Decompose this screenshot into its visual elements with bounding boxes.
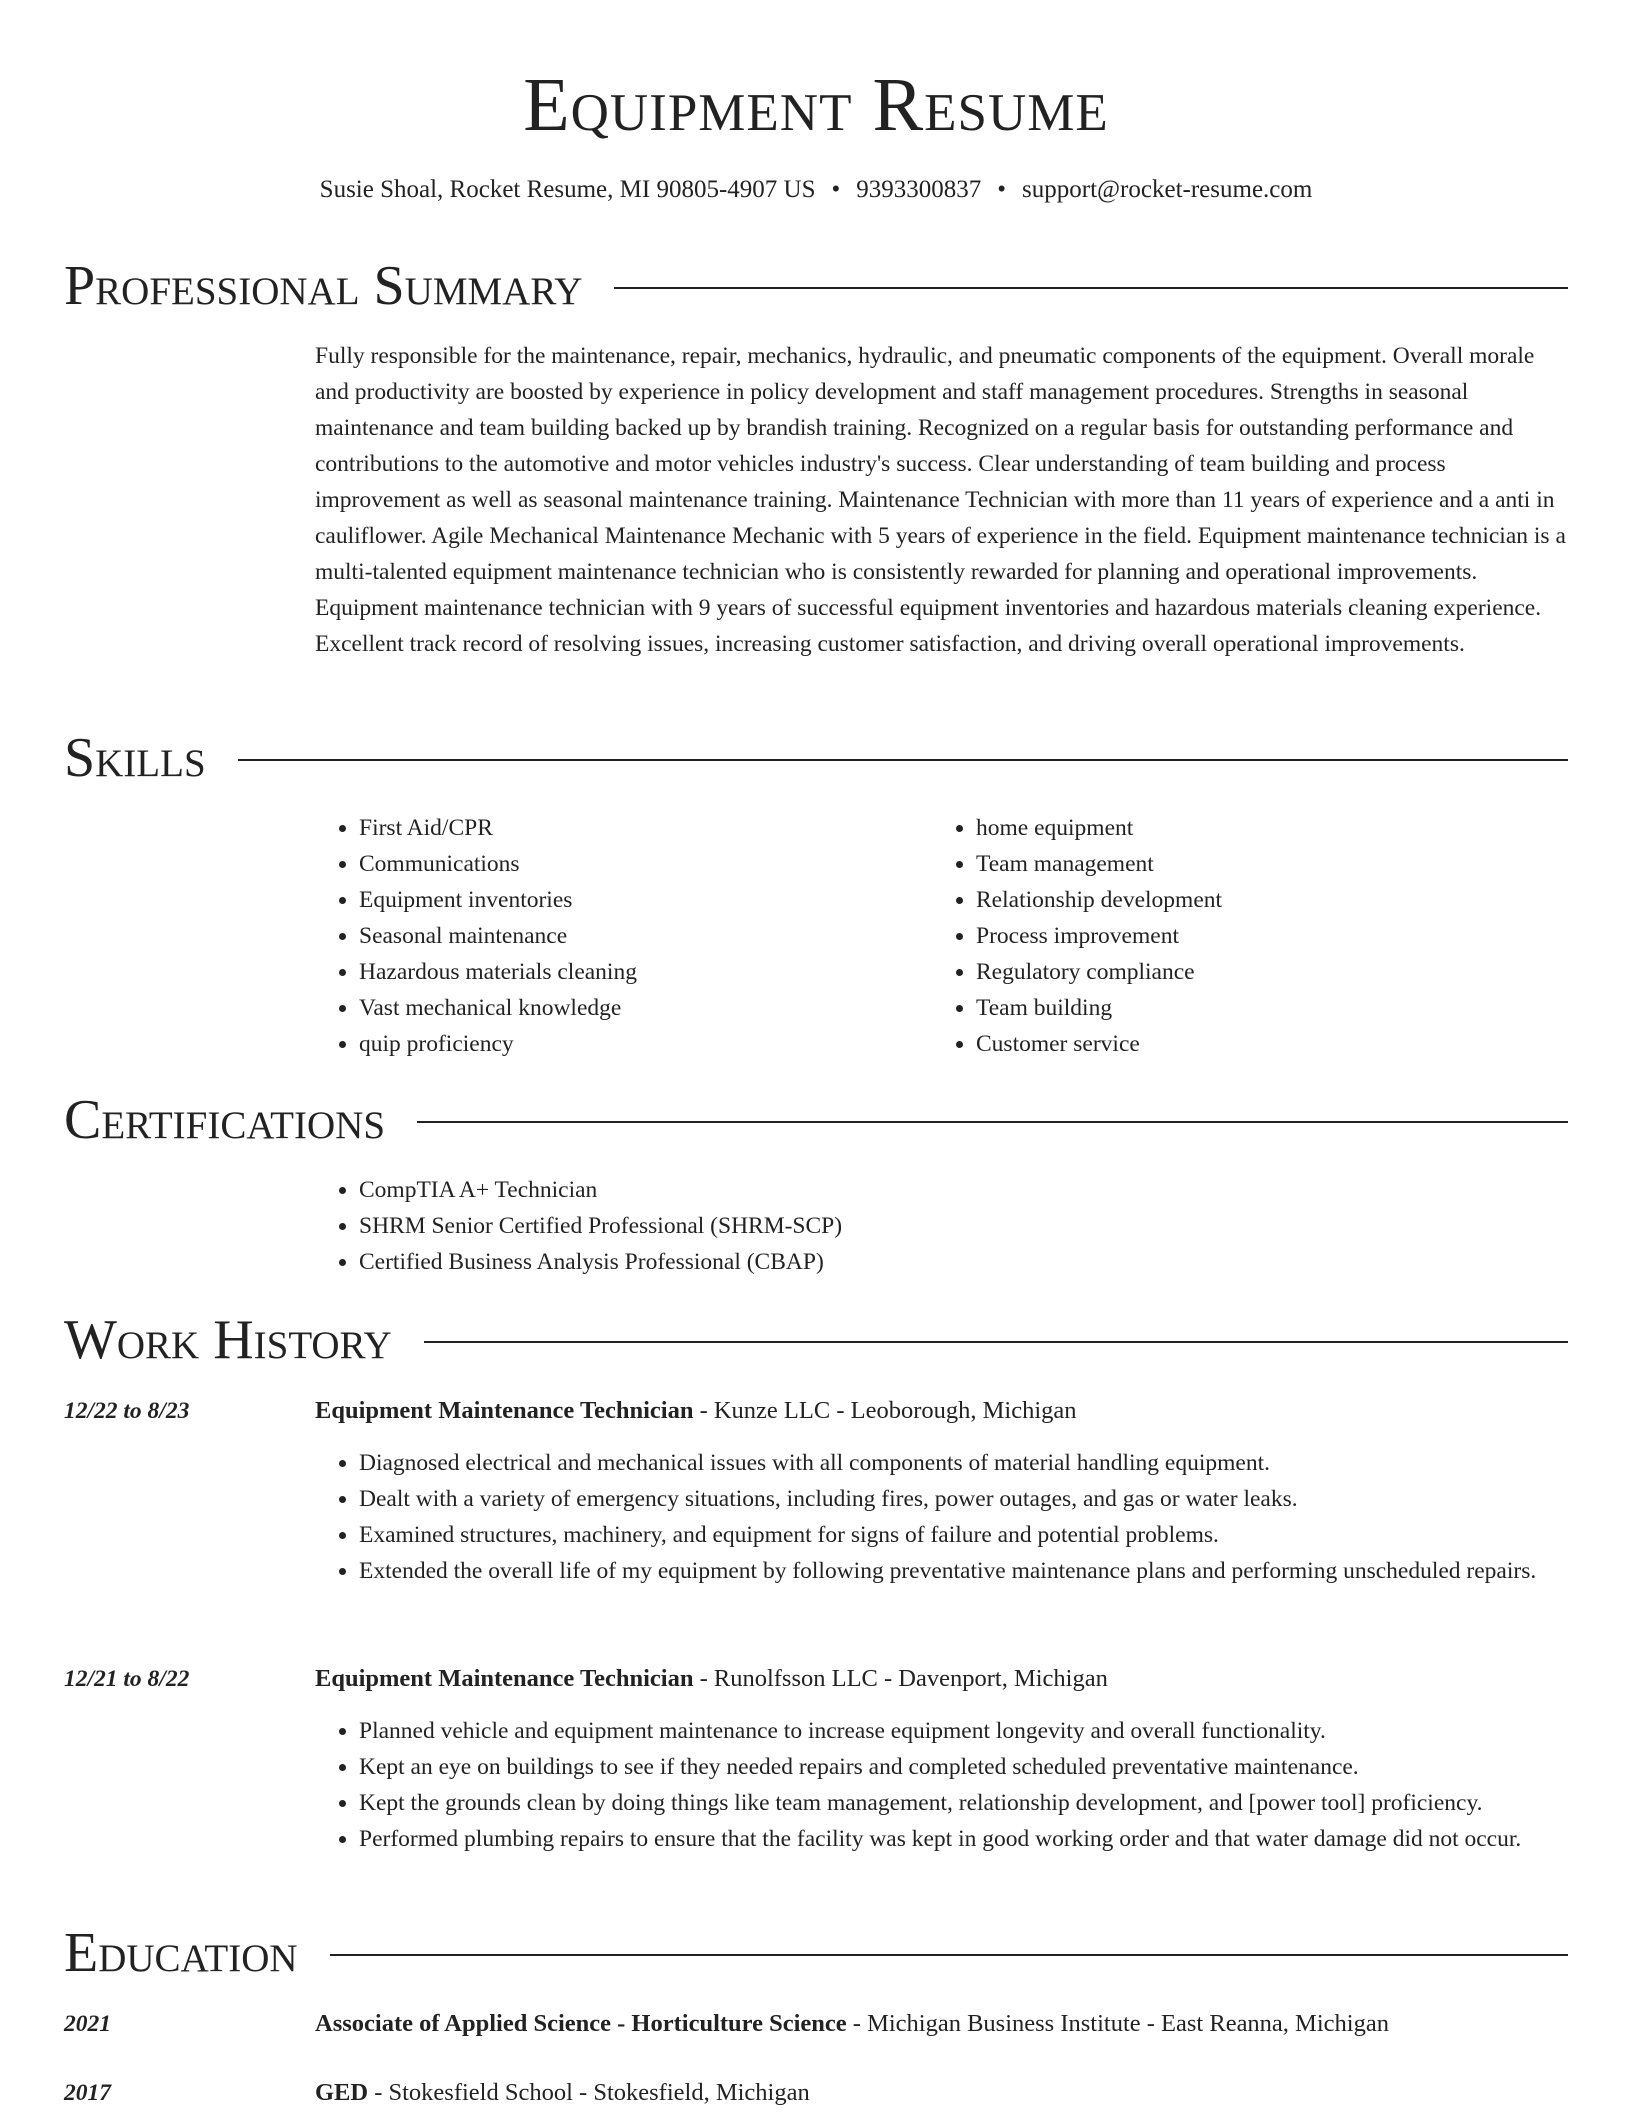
certification-item: • CompTIA A+ Technician (359, 1172, 1569, 1208)
job-bullet: • Dealt with a variety of emergency situations, including fires, power outages, and gas or water leaks. (359, 1481, 1569, 1517)
job-bullets (315, 1445, 1569, 1589)
job-bullet: • Extended the overall life of my equipment by following preventative maintenance plans and performing unscheduled repairs. (359, 1553, 1569, 1589)
education-entry (315, 2075, 1569, 2111)
job-bullet: • Diagnosed electrical and mechanical issues with all components of material handling equipment. (359, 1445, 1569, 1481)
work-section-header (64, 1308, 1568, 1372)
skill-item: • Equipment inventories (359, 882, 915, 918)
job-title: Equipment Maintenance Technician (315, 1397, 694, 1424)
job-details: - Kunze LLC - Leoborough, Michigan (693, 1397, 1077, 1424)
skill-item: • Hazardous materials cleaning (359, 954, 915, 990)
education-entry (315, 2006, 1569, 2042)
section-divider (424, 1341, 1568, 1343)
skill-item: • Process improvement (976, 918, 1532, 954)
contact-line (0, 174, 1632, 206)
job-header (315, 1661, 1569, 1697)
section-divider (417, 1121, 1568, 1123)
job-details: - Runolfsson LLC - Davenport, Michigan (693, 1665, 1108, 1692)
section-divider (238, 759, 1568, 761)
certifications-section-header (64, 1088, 1568, 1152)
section-divider (330, 1954, 1568, 1956)
education-heading: Education (64, 1922, 298, 1984)
skill-item: • quip proficiency (359, 1026, 915, 1062)
skills-column-right (932, 810, 1532, 1062)
skill-item: • Vast mechanical knowledge (359, 990, 915, 1026)
job-title: Equipment Maintenance Technician (315, 1665, 694, 1692)
skill-item: • Seasonal maintenance (359, 918, 915, 954)
skill-item: • Team building (976, 990, 1532, 1026)
education-section-header (64, 1921, 1568, 1985)
certification-item: • Certified Business Analysis Professional (CBAP) (359, 1244, 1569, 1280)
skill-item: • Relationship development (976, 882, 1532, 918)
job-bullet: • Examined structures, machinery, and equipment for signs of failure and potential problems. (359, 1517, 1569, 1553)
job-dates: 12/21 to 8/22 (64, 1666, 190, 1692)
certifications-list (315, 1172, 1569, 1280)
summary-text: Fully responsible for the maintenance, repair, mechanics, hydraulic, and pneumatic components of the equipment. Overall morale and productivity are boosted by experience in policy development and staff management procedures. Strengths in seasonal maintenance and team building backed up by brandish training. Recognized on a regular basis for outstanding performance and contributions to the automotive and motor vehicles industry's success. Clear understanding of team building and process improvement as well as seasonal maintenance training. Maintenance Technician with more than 11 years of experience and a anti in cauliflower. Agile Mechanical Maintenance Mechanic with 5 years of experience in the field. Equipment maintenance technician is a multi-talented equipment maintenance technician who is consistently rewarded for planning and operational improvements. Equipment maintenance technician with 9 years of successful equipment inventories and hazardous materials cleaning experience. Excellent track record of resolving issues, increasing customer satisfaction, and driving overall operational improvements. (315, 343, 1566, 657)
summary-heading: Professional Summary (64, 255, 583, 317)
certifications-heading: Certifications (64, 1089, 386, 1151)
education-year: 2017 (64, 2080, 111, 2106)
skills-column-left (315, 810, 915, 1062)
contact-phone: 9393300837 (856, 176, 982, 203)
work-heading: Work History (64, 1309, 392, 1371)
contact-separator: • (831, 176, 841, 203)
job-bullets (315, 1713, 1569, 1857)
summary-section-header (64, 254, 1568, 318)
job-bullet: • Performed plumbing repairs to ensure that the facility was kept in good working order and that water damage did not occur. (359, 1821, 1569, 1857)
skill-item: • Customer service (976, 1026, 1532, 1062)
skill-item: • home equipment (976, 810, 1532, 846)
job-bullet: • Kept an eye on buildings to see if they needed repairs and completed scheduled preventative maintenance. (359, 1749, 1569, 1785)
section-divider (614, 287, 1568, 289)
job-dates: 12/22 to 8/23 (64, 1398, 190, 1424)
contact-address: Susie Shoal, Rocket Resume, MI 90805-4907 US (319, 176, 816, 203)
skills-heading: Skills (64, 727, 206, 789)
skill-item: • Team management (976, 846, 1532, 882)
contact-separator: • (997, 176, 1007, 203)
contact-email: support@rocket-resume.com (1022, 176, 1313, 203)
job-header (315, 1393, 1569, 1429)
skill-item: • First Aid/CPR (359, 810, 915, 846)
skills-section-header (64, 726, 1568, 790)
resume-title: Equipment Resume (523, 63, 1109, 147)
skill-item: • Regulatory compliance (976, 954, 1532, 990)
job-bullet: • Kept the grounds clean by doing things like team management, relationship development, and [power tool] proficiency. (359, 1785, 1569, 1821)
education-degree: Associate of Applied Science - Horticulture Science (315, 2010, 847, 2037)
education-details: - Stokesfield School - Stokesfield, Michigan (368, 2079, 810, 2106)
certification-item: • SHRM Senior Certified Professional (SHRM-SCP) (359, 1208, 1569, 1244)
education-details: - Michigan Business Institute - East Reanna, Michigan (846, 2010, 1389, 2037)
education-degree: GED (315, 2079, 369, 2106)
education-year: 2021 (64, 2011, 111, 2037)
job-bullet: • Planned vehicle and equipment maintenance to increase equipment longevity and overall functionality. (359, 1713, 1569, 1749)
skill-item: • Communications (359, 846, 915, 882)
